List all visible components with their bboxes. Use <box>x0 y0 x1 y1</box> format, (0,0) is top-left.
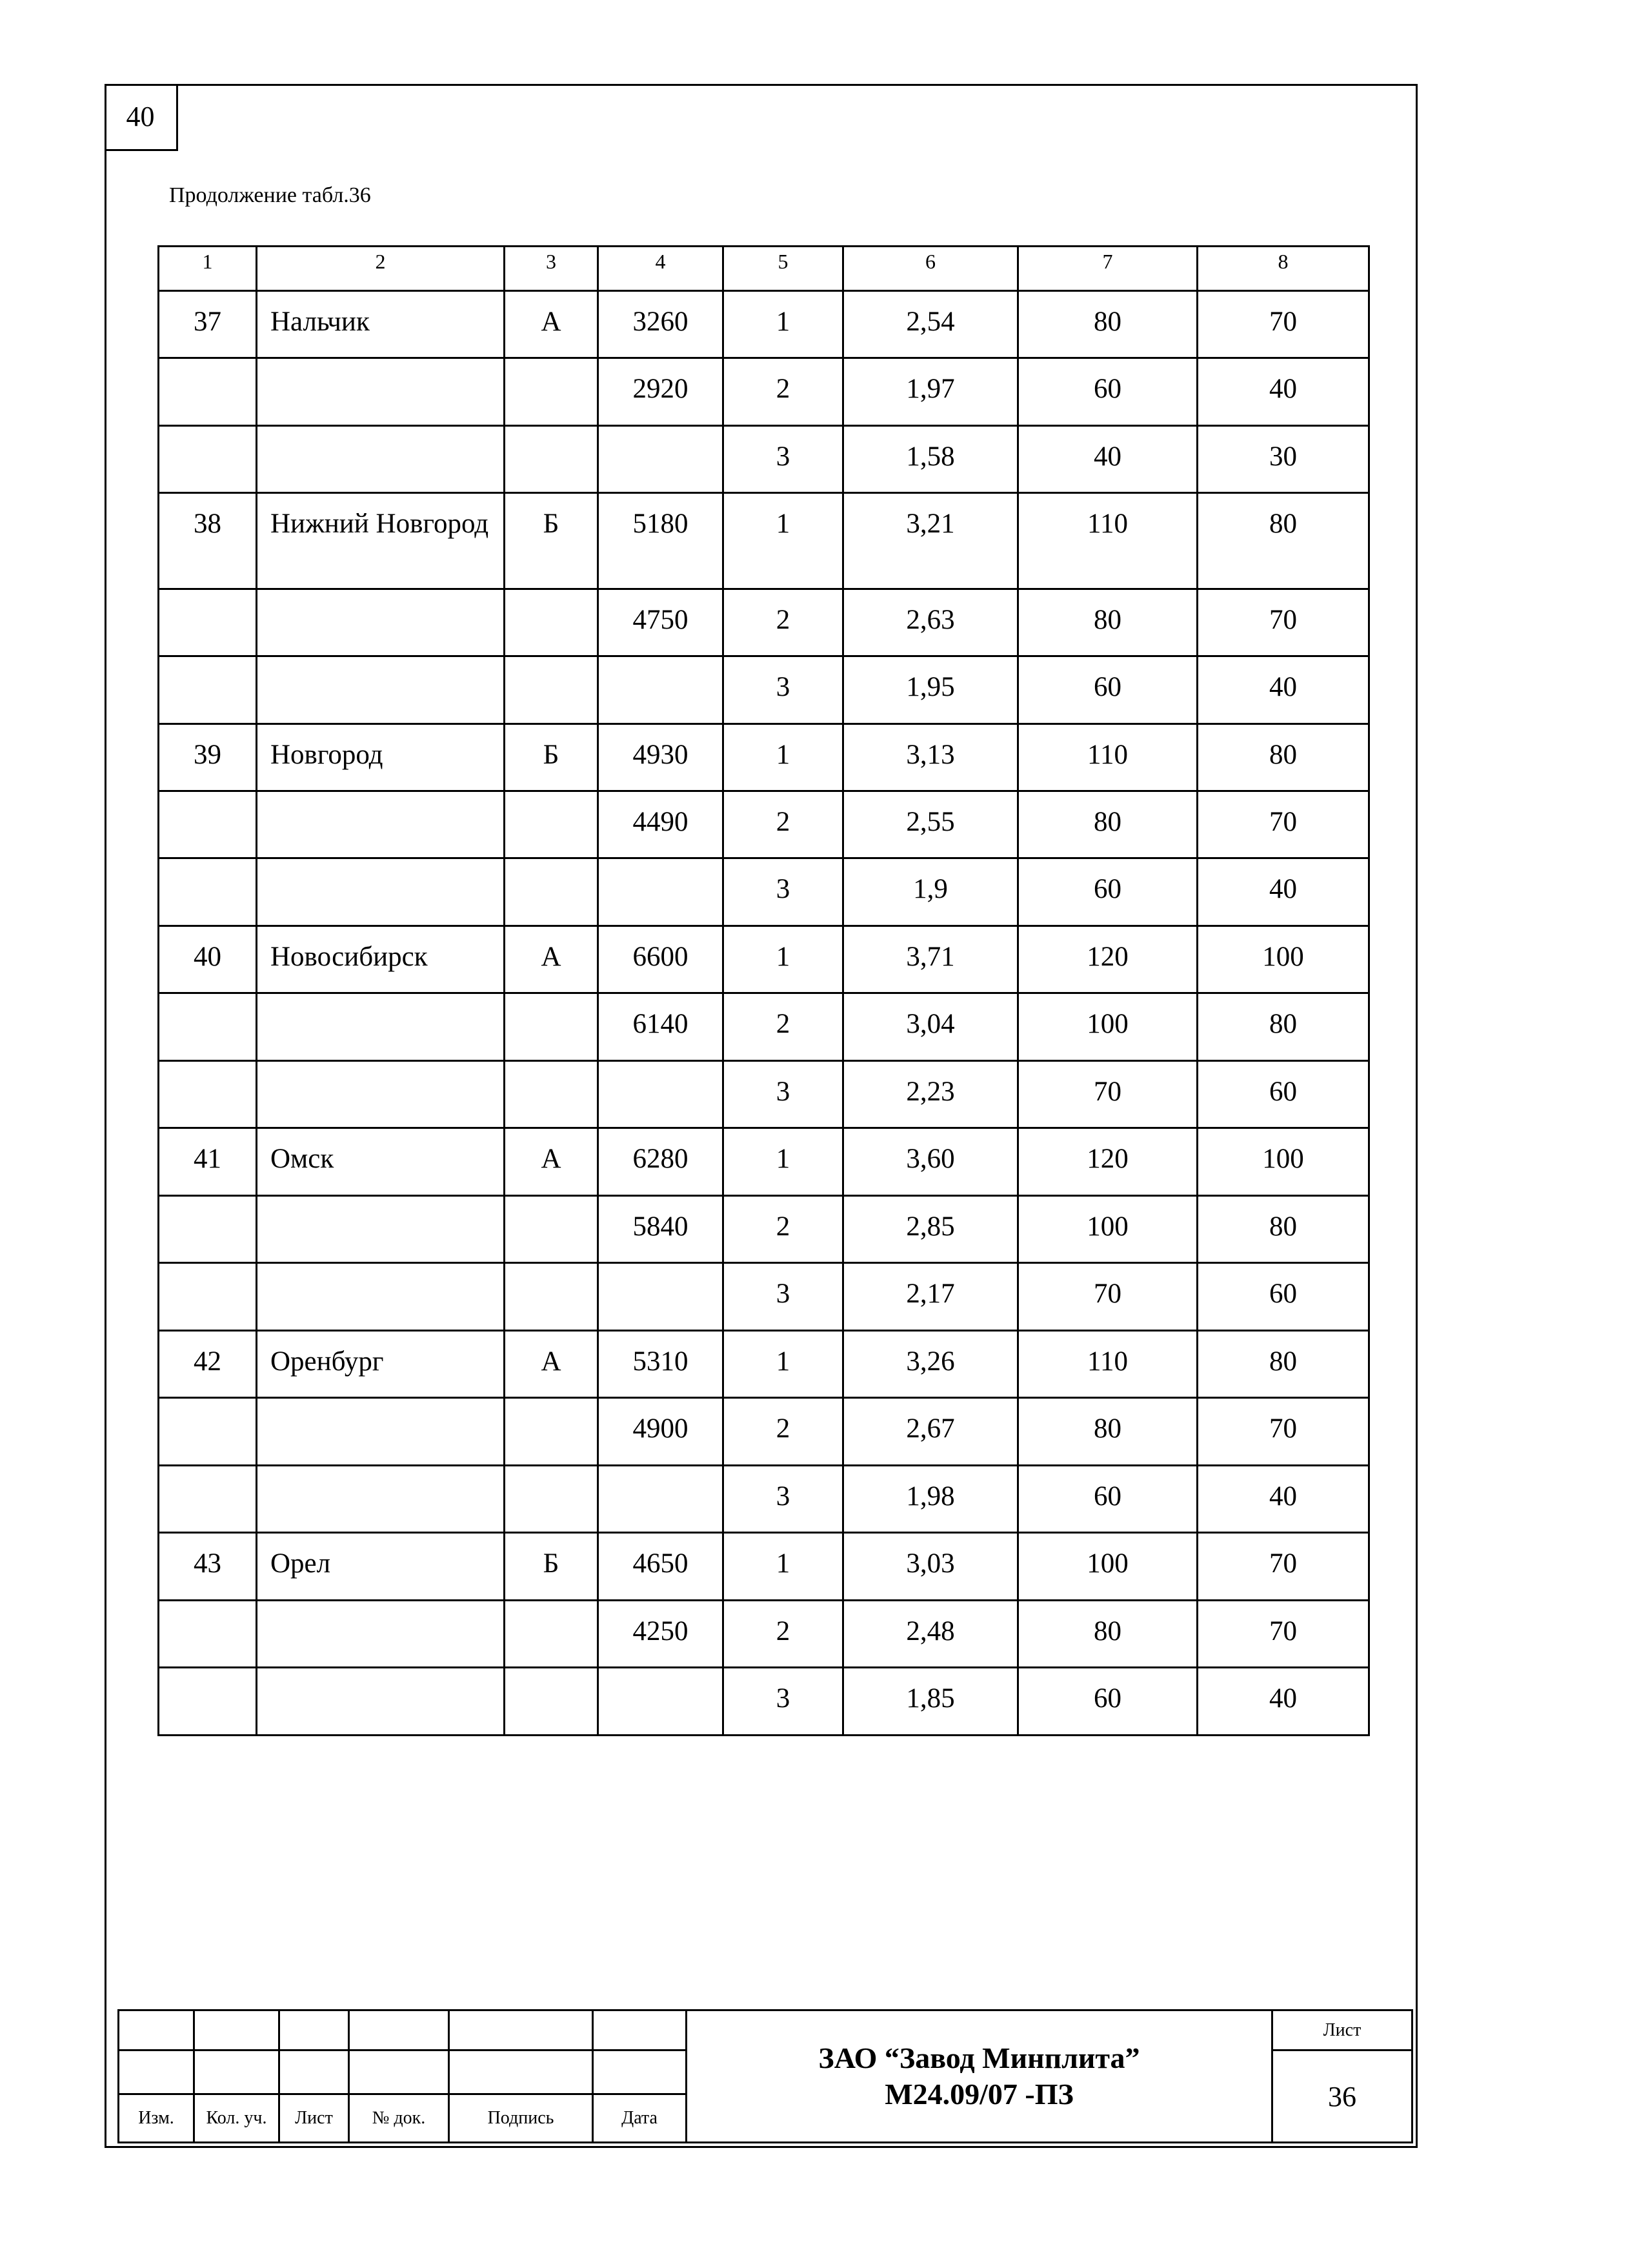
col-izm-label: Изм. <box>119 2094 194 2143</box>
cell-c6: 2,48 <box>843 1600 1018 1667</box>
cell-c4: 4930 <box>598 724 723 791</box>
cell-c5: 3 <box>723 656 843 724</box>
cell-c5: 2 <box>723 993 843 1060</box>
cell-c8: 70 <box>1198 1533 1369 1600</box>
page-number: 40 <box>105 84 178 151</box>
table-row <box>159 926 1369 993</box>
cell-number <box>159 1263 257 1330</box>
cell-c6: 1,98 <box>843 1465 1018 1532</box>
table-row <box>159 1465 1369 1532</box>
cell-zone <box>505 358 598 425</box>
cell-c6: 2,67 <box>843 1398 1018 1465</box>
cell-c4: 4650 <box>598 1533 723 1600</box>
cell-number: 43 <box>159 1533 257 1600</box>
cell-c8: 80 <box>1198 724 1369 791</box>
cell-number <box>159 656 257 724</box>
table-row <box>159 993 1369 1060</box>
cell-c6: 3,21 <box>843 493 1018 589</box>
cell-c8: 70 <box>1198 290 1369 358</box>
cell-zone <box>505 1195 598 1262</box>
cell-c4: 5310 <box>598 1330 723 1397</box>
cell-city: Нальчик <box>257 290 505 358</box>
cell-city: Новосибирск <box>257 926 505 993</box>
cell-c6: 2,23 <box>843 1060 1018 1128</box>
stamp-cell <box>349 2010 449 2050</box>
cell-c6: 3,04 <box>843 993 1018 1060</box>
cell-number: 39 <box>159 724 257 791</box>
col-doc-label: № док. <box>349 2094 449 2143</box>
cell-c8: 70 <box>1198 1398 1369 1465</box>
cell-zone <box>505 1668 598 1736</box>
cell-city: Оренбург <box>257 1330 505 1397</box>
cell-zone <box>505 1398 598 1465</box>
cell-c8: 80 <box>1198 1330 1369 1397</box>
cell-c6: 2,85 <box>843 1195 1018 1262</box>
cell-c4: 4750 <box>598 589 723 656</box>
cell-city <box>257 656 505 724</box>
cell-zone: Б <box>505 493 598 589</box>
cell-city <box>257 358 505 425</box>
cell-c8: 40 <box>1198 1668 1369 1736</box>
cell-c4: 5840 <box>598 1195 723 1262</box>
table-row <box>159 1330 1369 1397</box>
cell-c5: 1 <box>723 926 843 993</box>
cell-c6: 2,55 <box>843 791 1018 858</box>
cell-c4: 4250 <box>598 1600 723 1667</box>
cell-c4: 5180 <box>598 493 723 589</box>
cell-c8: 70 <box>1198 1600 1369 1667</box>
cell-c5: 2 <box>723 1600 843 1667</box>
cell-city <box>257 1060 505 1128</box>
cell-c4 <box>598 858 723 926</box>
header-cell: 4 <box>598 247 723 291</box>
cell-c4: 2920 <box>598 358 723 425</box>
cell-c8: 40 <box>1198 1465 1369 1532</box>
cell-zone <box>505 425 598 492</box>
cell-city: Нижний Новгород <box>257 493 505 589</box>
cell-number <box>159 858 257 926</box>
cell-city <box>257 1398 505 1465</box>
cell-c5: 2 <box>723 358 843 425</box>
cell-city <box>257 1668 505 1736</box>
table-row <box>159 1060 1369 1128</box>
cell-c8: 40 <box>1198 858 1369 926</box>
cell-city <box>257 425 505 492</box>
document-code: М24.09/07 -ПЗ <box>885 2078 1074 2111</box>
cell-number: 38 <box>159 493 257 589</box>
cell-zone <box>505 993 598 1060</box>
cell-city <box>257 1600 505 1667</box>
cell-c4: 6140 <box>598 993 723 1060</box>
cell-c8: 60 <box>1198 1060 1369 1128</box>
cell-c7: 100 <box>1018 1195 1198 1262</box>
cell-c4 <box>598 1060 723 1128</box>
stamp-cell <box>279 2050 349 2094</box>
cell-city <box>257 589 505 656</box>
header-cell: 7 <box>1018 247 1198 291</box>
cell-c5: 3 <box>723 1465 843 1532</box>
col-list-label: Лист <box>279 2094 349 2143</box>
stamp-cell <box>194 2050 279 2094</box>
cell-c5: 1 <box>723 290 843 358</box>
cell-c7: 80 <box>1018 589 1198 656</box>
cell-c7: 60 <box>1018 358 1198 425</box>
col-sign-label: Подпись <box>449 2094 593 2143</box>
table-row <box>159 791 1369 858</box>
cell-zone: А <box>505 290 598 358</box>
cell-c7: 110 <box>1018 724 1198 791</box>
cell-zone <box>505 589 598 656</box>
cell-c8: 100 <box>1198 926 1369 993</box>
stamp-cell <box>449 2010 593 2050</box>
cell-zone <box>505 1060 598 1128</box>
table-row <box>159 493 1369 589</box>
cell-zone <box>505 656 598 724</box>
cell-c6: 1,85 <box>843 1668 1018 1736</box>
cell-c8: 40 <box>1198 656 1369 724</box>
cell-zone <box>505 858 598 926</box>
cell-c8: 80 <box>1198 993 1369 1060</box>
cell-c8: 80 <box>1198 1195 1369 1262</box>
table-row <box>159 589 1369 656</box>
cell-zone: А <box>505 926 598 993</box>
cell-c7: 40 <box>1018 425 1198 492</box>
cell-c5: 3 <box>723 858 843 926</box>
cell-c7: 80 <box>1018 791 1198 858</box>
table-row <box>159 1128 1369 1195</box>
table-row <box>159 425 1369 492</box>
table-row <box>159 858 1369 926</box>
cell-c4: 4900 <box>598 1398 723 1465</box>
cell-c7: 120 <box>1018 926 1198 993</box>
cell-c4: 6600 <box>598 926 723 993</box>
cell-c5: 1 <box>723 1330 843 1397</box>
col-kol-label: Кол. уч. <box>194 2094 279 2143</box>
cell-number <box>159 1060 257 1128</box>
cell-c8: 100 <box>1198 1128 1369 1195</box>
table-row <box>159 290 1369 358</box>
cell-number: 37 <box>159 290 257 358</box>
cell-c7: 100 <box>1018 993 1198 1060</box>
cell-city: Омск <box>257 1128 505 1195</box>
cell-c5: 2 <box>723 791 843 858</box>
cell-city <box>257 791 505 858</box>
header-cell: 1 <box>159 247 257 291</box>
header-row <box>159 247 1369 291</box>
cell-c7: 80 <box>1018 1398 1198 1465</box>
cell-c4 <box>598 656 723 724</box>
cell-c8: 70 <box>1198 589 1369 656</box>
cell-c7: 60 <box>1018 656 1198 724</box>
table-row <box>159 358 1369 425</box>
cell-c7: 80 <box>1018 290 1198 358</box>
cell-c4 <box>598 1465 723 1532</box>
cell-zone: Б <box>505 724 598 791</box>
table-row <box>159 1398 1369 1465</box>
cell-c8: 60 <box>1198 1263 1369 1330</box>
cell-c6: 2,63 <box>843 589 1018 656</box>
cell-c6: 3,03 <box>843 1533 1018 1600</box>
cell-c6: 1,97 <box>843 358 1018 425</box>
header-cell: 3 <box>505 247 598 291</box>
stamp-cell <box>279 2010 349 2050</box>
cell-number <box>159 1195 257 1262</box>
cell-number <box>159 1465 257 1532</box>
cell-c6: 2,17 <box>843 1263 1018 1330</box>
cell-c4 <box>598 425 723 492</box>
cell-c6: 1,9 <box>843 858 1018 926</box>
cell-c6: 2,54 <box>843 290 1018 358</box>
cell-c7: 120 <box>1018 1128 1198 1195</box>
cell-c5: 2 <box>723 1195 843 1262</box>
cell-c6: 3,13 <box>843 724 1018 791</box>
cell-c7: 100 <box>1018 1533 1198 1600</box>
cell-number <box>159 358 257 425</box>
cell-c7: 60 <box>1018 858 1198 926</box>
cell-c6: 1,95 <box>843 656 1018 724</box>
title-block <box>117 2009 1413 2143</box>
cell-c6: 1,58 <box>843 425 1018 492</box>
cell-c8: 40 <box>1198 358 1369 425</box>
cell-zone <box>505 1263 598 1330</box>
cell-c4 <box>598 1263 723 1330</box>
cell-c5: 1 <box>723 724 843 791</box>
cell-number <box>159 589 257 656</box>
cell-c7: 60 <box>1018 1668 1198 1736</box>
table-row <box>159 1600 1369 1667</box>
stamp-cell <box>194 2010 279 2050</box>
cell-number: 41 <box>159 1128 257 1195</box>
cell-c4 <box>598 1668 723 1736</box>
stamp-cell <box>349 2050 449 2094</box>
cell-c8: 70 <box>1198 791 1369 858</box>
stamp-cell <box>593 2010 687 2050</box>
cell-zone: Б <box>505 1533 598 1600</box>
header-cell: 2 <box>257 247 505 291</box>
cell-number <box>159 993 257 1060</box>
cell-number <box>159 791 257 858</box>
cell-c5: 3 <box>723 425 843 492</box>
document-title <box>687 2010 1272 2143</box>
cell-c6: 3,71 <box>843 926 1018 993</box>
table-row <box>159 1668 1369 1736</box>
cell-zone <box>505 791 598 858</box>
cell-number <box>159 425 257 492</box>
cell-c7: 60 <box>1018 1465 1198 1532</box>
cell-city <box>257 1465 505 1532</box>
cell-city: Орел <box>257 1533 505 1600</box>
cell-c4: 4490 <box>598 791 723 858</box>
cell-number <box>159 1600 257 1667</box>
cell-c6: 3,26 <box>843 1330 1018 1397</box>
cell-city <box>257 858 505 926</box>
col-date-label: Дата <box>593 2094 687 2143</box>
table-row <box>159 724 1369 791</box>
cell-number <box>159 1668 257 1736</box>
table-row <box>159 1195 1369 1262</box>
cell-zone <box>505 1600 598 1667</box>
cell-city <box>257 1195 505 1262</box>
cell-c5: 1 <box>723 493 843 589</box>
cell-c5: 1 <box>723 1533 843 1600</box>
cell-c7: 110 <box>1018 493 1198 589</box>
cell-zone <box>505 1465 598 1532</box>
cell-c7: 110 <box>1018 1330 1198 1397</box>
header-cell: 8 <box>1198 247 1369 291</box>
table-row <box>159 1533 1369 1600</box>
cell-c8: 80 <box>1198 493 1369 589</box>
table-row <box>159 656 1369 724</box>
cell-c5: 2 <box>723 589 843 656</box>
sheet-label: Лист <box>1272 2010 1412 2050</box>
cell-number: 40 <box>159 926 257 993</box>
cell-c5: 3 <box>723 1060 843 1128</box>
stamp-cell <box>449 2050 593 2094</box>
cell-c7: 70 <box>1018 1060 1198 1128</box>
header-cell: 6 <box>843 247 1018 291</box>
header-cell: 5 <box>723 247 843 291</box>
cell-c4: 3260 <box>598 290 723 358</box>
company-name: ЗАО “Завод Минплита” <box>818 2041 1140 2074</box>
cell-number <box>159 1398 257 1465</box>
sheet-number: 36 <box>1272 2050 1412 2143</box>
cell-c7: 70 <box>1018 1263 1198 1330</box>
cell-city: Новгород <box>257 724 505 791</box>
cell-c5: 3 <box>723 1263 843 1330</box>
stamp-cell <box>119 2050 194 2094</box>
cell-c7: 80 <box>1018 1600 1198 1667</box>
cell-city <box>257 1263 505 1330</box>
cell-c5: 1 <box>723 1128 843 1195</box>
stamp-cell <box>593 2050 687 2094</box>
cell-c8: 30 <box>1198 425 1369 492</box>
cell-zone: А <box>505 1128 598 1195</box>
table-row <box>159 1263 1369 1330</box>
cell-c4: 6280 <box>598 1128 723 1195</box>
stamp-cell <box>119 2010 194 2050</box>
data-table <box>157 245 1370 1736</box>
cell-city <box>257 993 505 1060</box>
cell-c6: 3,60 <box>843 1128 1018 1195</box>
cell-c5: 3 <box>723 1668 843 1736</box>
cell-number: 42 <box>159 1330 257 1397</box>
cell-zone: А <box>505 1330 598 1397</box>
cell-c5: 2 <box>723 1398 843 1465</box>
table-caption: Продолжение табл.36 <box>169 183 371 207</box>
